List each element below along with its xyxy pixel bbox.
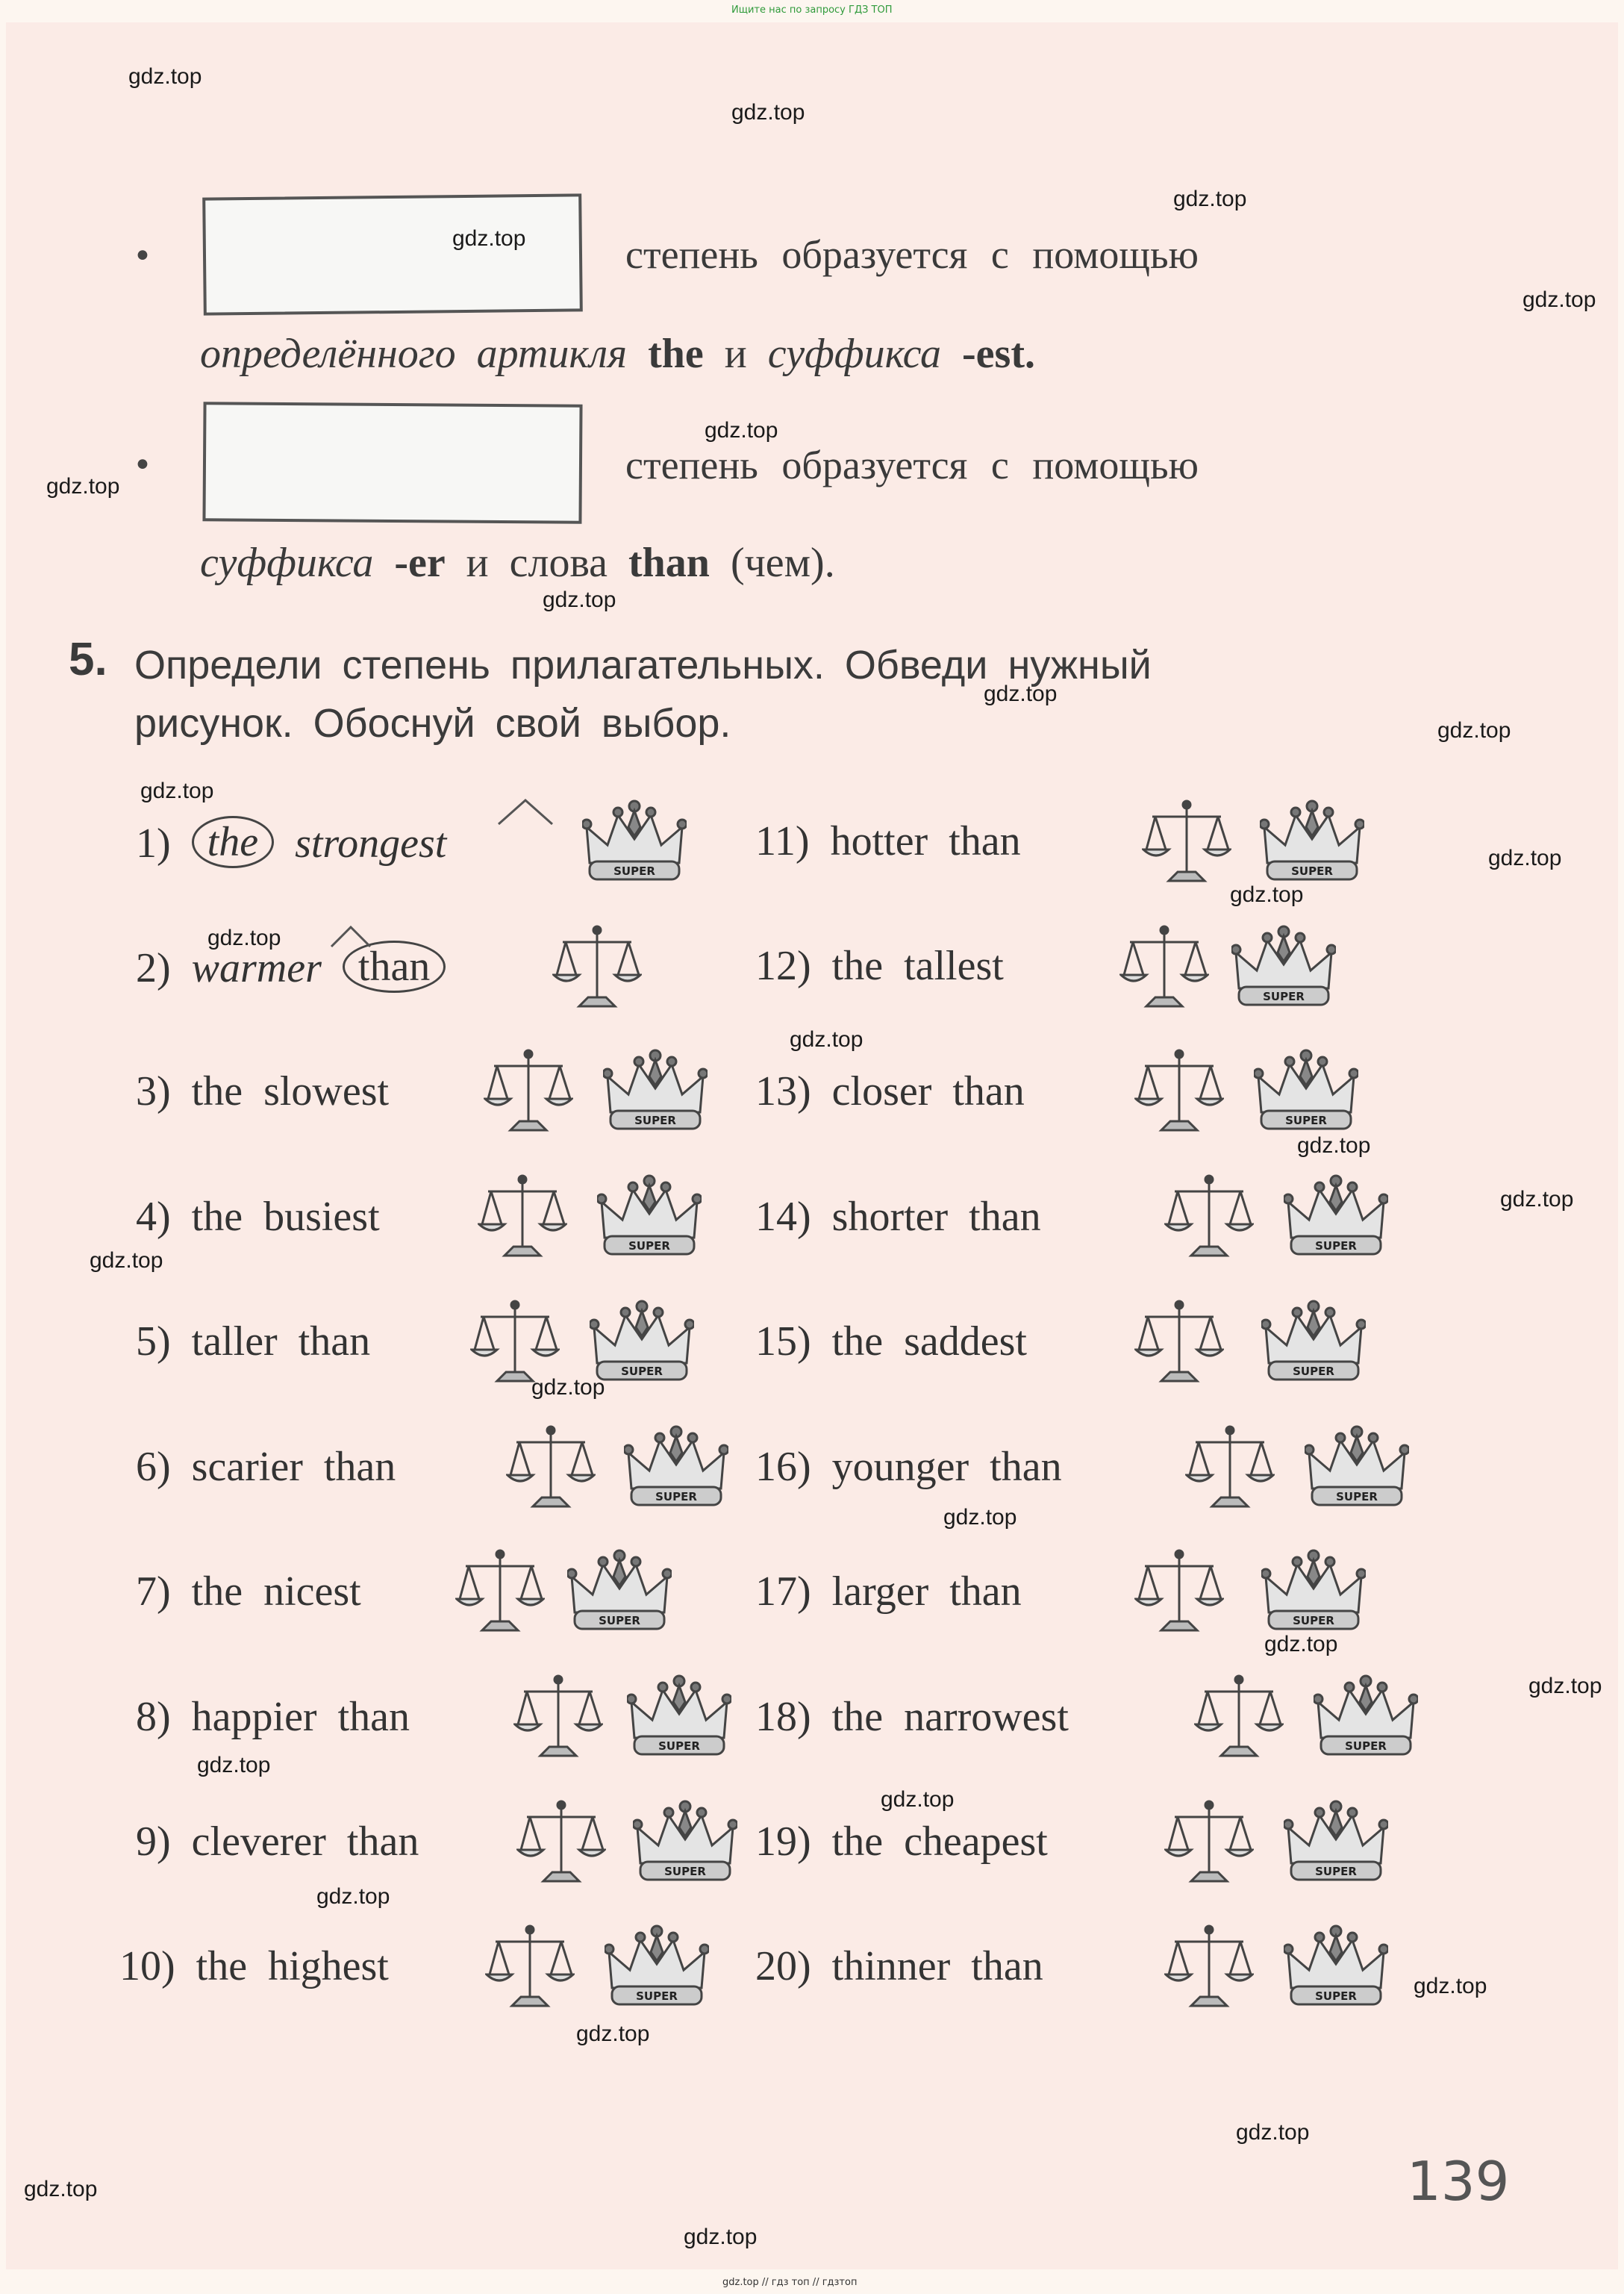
crown-icon[interactable] bbox=[1260, 797, 1364, 890]
answer-box-superlative bbox=[202, 193, 583, 315]
watermark: gdz.top bbox=[1297, 1133, 1371, 1158]
svg-text:SUPER: SUPER bbox=[1336, 1490, 1378, 1503]
crown-icon[interactable] bbox=[1284, 1172, 1388, 1265]
crown-icon[interactable] bbox=[1261, 1297, 1366, 1390]
svg-text:SUPER: SUPER bbox=[1315, 1989, 1357, 2003]
watermark: gdz.top bbox=[1522, 287, 1596, 312]
scales-icon[interactable] bbox=[484, 1047, 573, 1139]
svg-text:SUPER: SUPER bbox=[1263, 990, 1305, 1003]
item-14: 14) shorter than bbox=[755, 1194, 1041, 1240]
bullet-2: • bbox=[133, 446, 152, 484]
svg-text:SUPER: SUPER bbox=[1293, 1365, 1334, 1378]
svg-text:SUPER: SUPER bbox=[1293, 1614, 1334, 1627]
crown-icon[interactable] bbox=[1261, 1547, 1366, 1639]
watermark: gdz.top bbox=[543, 587, 616, 612]
item-15: 15) the saddest bbox=[755, 1318, 1027, 1365]
watermark: gdz.top bbox=[1528, 1674, 1602, 1698]
scales-icon[interactable] bbox=[485, 1922, 575, 2015]
header-note: Ищите нас по запросу ГДЗ ТОП bbox=[731, 4, 893, 16]
scales-icon[interactable] bbox=[1142, 797, 1231, 890]
crown-icon[interactable] bbox=[1314, 1672, 1418, 1765]
watermark: gdz.top bbox=[24, 2177, 98, 2201]
scales-icon[interactable] bbox=[1194, 1672, 1284, 1765]
scales-icon[interactable] bbox=[513, 1672, 603, 1765]
svg-text:SUPER: SUPER bbox=[1315, 1865, 1357, 1878]
svg-text:SUPER: SUPER bbox=[628, 1239, 670, 1253]
watermark: gdz.top bbox=[207, 926, 281, 950]
scales-icon[interactable] bbox=[455, 1547, 545, 1639]
svg-text:SUPER: SUPER bbox=[634, 1114, 676, 1127]
watermark: gdz.top bbox=[881, 1787, 955, 1812]
scales-icon[interactable] bbox=[552, 923, 642, 1015]
item-9: 9) cleverer than bbox=[136, 1818, 419, 1865]
crown-icon[interactable] bbox=[603, 1047, 708, 1139]
watermark: gdz.top bbox=[46, 474, 120, 499]
scales-icon[interactable] bbox=[1134, 1297, 1224, 1390]
scales-icon[interactable] bbox=[506, 1423, 596, 1515]
scales-icon[interactable] bbox=[478, 1172, 567, 1265]
item-13: 13) closer than bbox=[755, 1068, 1025, 1115]
scales-icon[interactable] bbox=[1164, 1922, 1254, 2015]
crown-icon[interactable] bbox=[1284, 1798, 1388, 1890]
svg-text:SUPER: SUPER bbox=[1315, 1239, 1357, 1253]
watermark: gdz.top bbox=[197, 1753, 271, 1777]
watermark: gdz.top bbox=[316, 1884, 390, 1909]
svg-text:SUPER: SUPER bbox=[1291, 864, 1333, 878]
answer-box-comparative bbox=[202, 402, 582, 524]
scales-icon[interactable] bbox=[1134, 1547, 1224, 1639]
crown-icon[interactable] bbox=[1305, 1423, 1409, 1515]
watermark: gdz.top bbox=[452, 226, 526, 251]
crown-icon[interactable] bbox=[590, 1297, 694, 1390]
watermark: gdz.top bbox=[943, 1505, 1017, 1530]
task-number: 5. bbox=[69, 634, 107, 685]
hat-mark-icon bbox=[496, 796, 555, 827]
rule1-line2: определённого артикля the и суффикса -est. bbox=[200, 331, 1035, 377]
item-16: 16) younger than bbox=[755, 1444, 1062, 1490]
watermark: gdz.top bbox=[1414, 1974, 1487, 1998]
svg-text:SUPER: SUPER bbox=[658, 1739, 700, 1753]
scales-icon[interactable] bbox=[1164, 1798, 1254, 1890]
item-5: 5) taller than bbox=[136, 1318, 371, 1365]
item-6: 6) scarier than bbox=[136, 1444, 396, 1490]
hat-mark-icon bbox=[328, 923, 373, 950]
item-8: 8) happier than bbox=[136, 1694, 410, 1740]
watermark: gdz.top bbox=[684, 2225, 758, 2249]
scales-icon[interactable] bbox=[1119, 923, 1209, 1015]
watermark: gdz.top bbox=[576, 2022, 650, 2046]
crown-icon[interactable] bbox=[1254, 1047, 1358, 1139]
item-10: 10) the highest bbox=[119, 1943, 389, 1989]
rule1-line1: степень образуется с помощью bbox=[625, 232, 1199, 277]
svg-text:SUPER: SUPER bbox=[599, 1614, 640, 1627]
watermark: gdz.top bbox=[1437, 718, 1511, 743]
svg-text:SUPER: SUPER bbox=[664, 1865, 706, 1878]
scales-icon[interactable] bbox=[1134, 1047, 1224, 1139]
watermark: gdz.top bbox=[140, 779, 214, 803]
task-line2: рисунок. Обоснуй свой выбор. bbox=[134, 701, 731, 746]
crown-icon[interactable] bbox=[627, 1672, 731, 1765]
page-number: 139 bbox=[1407, 2150, 1510, 2213]
watermark: gdz.top bbox=[90, 1248, 163, 1273]
watermark: gdz.top bbox=[984, 682, 1058, 706]
rule2-line2: суффикса -er и слова than (чем). bbox=[200, 540, 835, 586]
svg-text:SUPER: SUPER bbox=[621, 1365, 663, 1378]
circled-word-the: the bbox=[192, 816, 274, 868]
svg-text:SUPER: SUPER bbox=[655, 1490, 697, 1503]
scales-icon[interactable] bbox=[1185, 1423, 1275, 1515]
watermark: gdz.top bbox=[1230, 882, 1304, 907]
crown-icon[interactable] bbox=[624, 1423, 728, 1515]
watermark: gdz.top bbox=[1500, 1187, 1574, 1212]
svg-text:SUPER: SUPER bbox=[636, 1989, 678, 2003]
svg-text:SUPER: SUPER bbox=[613, 864, 655, 878]
watermark: gdz.top bbox=[1236, 2120, 1310, 2145]
crown-icon[interactable] bbox=[597, 1172, 702, 1265]
crown-icon[interactable] bbox=[1284, 1922, 1388, 2015]
item-11: 11) hotter than bbox=[755, 818, 1021, 864]
bullet-1: • bbox=[133, 237, 152, 275]
rule2-line1: степень образуется с помощью bbox=[625, 443, 1199, 487]
svg-text:SUPER: SUPER bbox=[1285, 1114, 1327, 1127]
crown-icon[interactable] bbox=[567, 1547, 672, 1639]
footer-note: gdz.top // гдз топ // гдзтоп bbox=[722, 2277, 858, 2288]
item-19: 19) the cheapest bbox=[755, 1818, 1048, 1865]
item-2: 2) warmer than bbox=[136, 942, 446, 994]
item-17: 17) larger than bbox=[755, 1568, 1022, 1615]
crown-icon[interactable] bbox=[1231, 923, 1336, 1015]
watermark: gdz.top bbox=[531, 1375, 605, 1400]
watermark: gdz.top bbox=[128, 64, 202, 89]
crown-icon[interactable] bbox=[633, 1798, 737, 1890]
watermark: gdz.top bbox=[705, 418, 778, 443]
item-3: 3) the slowest bbox=[136, 1068, 390, 1115]
item-4: 4) the busiest bbox=[136, 1194, 380, 1240]
item-18: 18) the narrowest bbox=[755, 1694, 1069, 1740]
item-12: 12) the tallest bbox=[755, 943, 1004, 989]
watermark: gdz.top bbox=[1488, 846, 1562, 870]
svg-text:SUPER: SUPER bbox=[1345, 1739, 1387, 1753]
scales-icon[interactable] bbox=[516, 1798, 606, 1890]
watermark: gdz.top bbox=[1173, 187, 1247, 211]
watermark: gdz.top bbox=[1264, 1632, 1338, 1656]
item-20: 20) thinner than bbox=[755, 1943, 1043, 1989]
scales-icon[interactable] bbox=[1164, 1172, 1254, 1265]
watermark: gdz.top bbox=[790, 1027, 863, 1052]
item-1: 1) the strongest bbox=[136, 817, 446, 870]
task-line1: Определи степень прилагательных. Обведи нужный bbox=[134, 643, 1152, 688]
crown-icon[interactable] bbox=[605, 1922, 709, 2015]
watermark: gdz.top bbox=[731, 100, 805, 125]
crown-icon[interactable] bbox=[582, 797, 687, 890]
circled-word-than: than bbox=[343, 941, 446, 993]
item-7: 7) the nicest bbox=[136, 1568, 361, 1615]
